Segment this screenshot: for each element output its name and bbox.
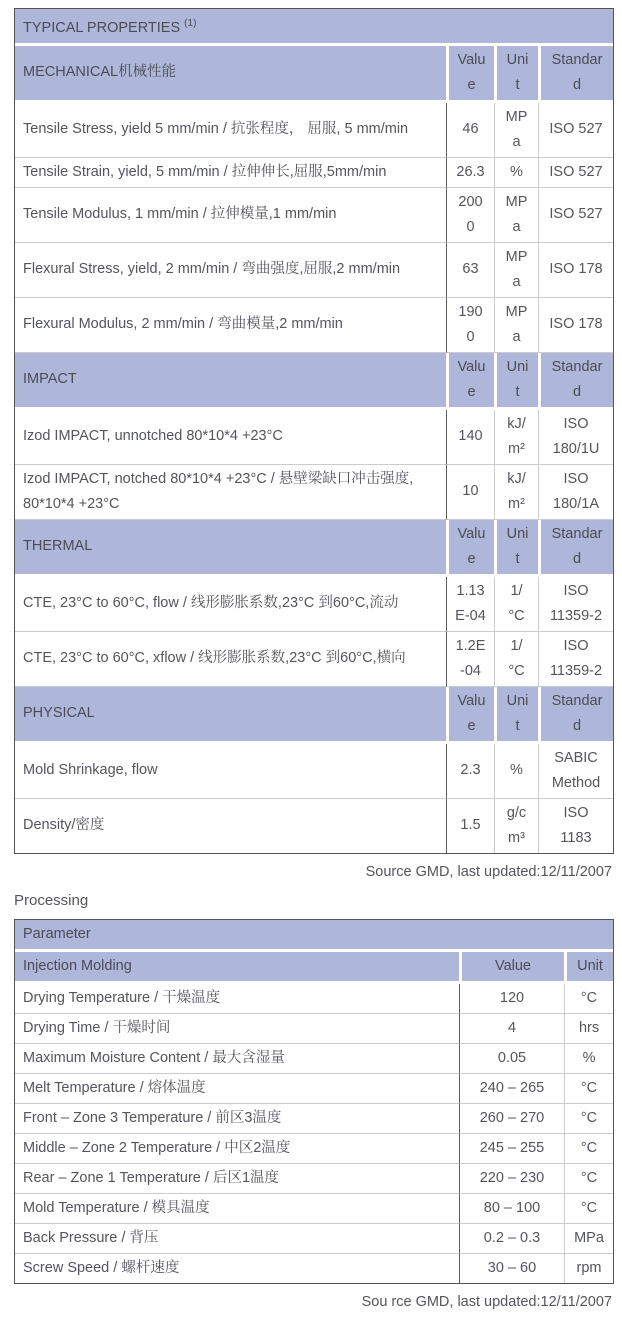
section-label: THERMAL bbox=[15, 520, 446, 577]
table-row bbox=[15, 1253, 613, 1283]
property-cell: Tensile Modulus, 1 mm/min / 拉伸模量,1 mm/min bbox=[15, 187, 446, 242]
table-row bbox=[15, 297, 613, 353]
column-header-value: Value bbox=[446, 353, 494, 410]
value-cell: 80 – 100 bbox=[459, 1193, 564, 1223]
standard-cell: ISO 11359-2 bbox=[538, 577, 613, 631]
table-row bbox=[15, 157, 613, 187]
standard-cell: ISO 527 bbox=[538, 103, 613, 157]
injection-molding-header-row bbox=[15, 952, 613, 984]
value-cell: 10 bbox=[446, 464, 494, 520]
parameter-cell: Melt Temperature / 熔体温度 bbox=[15, 1073, 459, 1103]
value-cell: 2.3 bbox=[446, 744, 494, 798]
value-cell: 260 – 270 bbox=[459, 1103, 564, 1133]
table-row bbox=[15, 1013, 613, 1043]
section-label: PHYSICAL bbox=[15, 687, 446, 744]
unit-cell: MPa bbox=[494, 187, 538, 242]
table-row bbox=[15, 187, 613, 242]
table-row bbox=[15, 1043, 613, 1073]
property-cell: Flexural Modulus, 2 mm/min / 弯曲模量,2 mm/min bbox=[15, 297, 446, 353]
unit-cell: hrs bbox=[564, 1013, 613, 1043]
column-header-value: Value bbox=[459, 952, 564, 984]
table-row bbox=[15, 1103, 613, 1133]
table-row bbox=[15, 798, 613, 853]
section-label: MECHANICAL机械性能 bbox=[15, 46, 446, 103]
value-cell: 30 – 60 bbox=[459, 1253, 564, 1283]
unit-cell: % bbox=[494, 744, 538, 798]
column-header-unit: Unit bbox=[494, 46, 538, 103]
standard-cell: ISO 527 bbox=[538, 157, 613, 187]
unit-cell: rpm bbox=[564, 1253, 613, 1283]
standard-cell: ISO 1183 bbox=[538, 798, 613, 853]
parameter-cell: Mold Temperature / 模具温度 bbox=[15, 1193, 459, 1223]
section-header-thermal bbox=[15, 520, 613, 577]
table-row bbox=[15, 631, 613, 687]
parameter-header-row bbox=[15, 920, 613, 952]
parameter-cell: Drying Temperature / 干燥温度 bbox=[23, 989, 221, 1006]
column-header-standard: Standard bbox=[538, 353, 613, 410]
unit-cell: °C bbox=[564, 1193, 613, 1223]
table-title-text: TYPICAL PROPERTIES bbox=[23, 19, 181, 36]
column-header-unit: Unit bbox=[494, 353, 538, 410]
unit-cell: MPa bbox=[564, 1223, 613, 1253]
column-header-value: Value bbox=[446, 46, 494, 103]
typical-properties-table bbox=[14, 8, 614, 854]
unit-cell: MPa bbox=[494, 103, 538, 157]
standard-cell: ISO 11359-2 bbox=[538, 631, 613, 687]
value-cell: 1.13E-04 bbox=[446, 577, 494, 631]
value-cell: 1900 bbox=[446, 297, 494, 353]
parameter-header: Parameter bbox=[15, 920, 613, 952]
value-cell: 4 bbox=[459, 1013, 564, 1043]
property-cell: Mold Shrinkage, flow bbox=[23, 762, 158, 779]
section-label: IMPACT bbox=[15, 353, 446, 410]
unit-cell: °C bbox=[564, 984, 613, 1013]
table-row bbox=[15, 1073, 613, 1103]
column-header-unit: Unit bbox=[494, 520, 538, 577]
source-note: Sou rce GMD, last updated:12/11/2007 bbox=[361, 1293, 612, 1310]
parameter-cell: Maximum Moisture Content / 最大含湿量 bbox=[15, 1043, 459, 1073]
standard-cell: ISO 178 bbox=[538, 242, 613, 297]
table-row bbox=[15, 464, 613, 520]
property-cell: Tensile Strain, yield, 5 mm/min / 拉伸伸长,屈服,5mm/min bbox=[15, 157, 446, 187]
table-row bbox=[15, 577, 613, 631]
value-cell: 2000 bbox=[446, 187, 494, 242]
column-header-value: Value bbox=[446, 687, 494, 744]
unit-cell: kJ/m² bbox=[494, 464, 538, 520]
value-cell: 1.2E-04 bbox=[446, 631, 494, 687]
unit-cell: 1/°C bbox=[494, 631, 538, 687]
value-cell: 46 bbox=[446, 103, 494, 157]
parameter-cell: Front – Zone 3 Temperature / 前区3温度 bbox=[15, 1103, 459, 1133]
column-header-standard: Standard bbox=[538, 687, 613, 744]
unit-cell: g/cm³ bbox=[494, 798, 538, 853]
column-header-unit: Unit bbox=[494, 687, 538, 744]
parameter-cell: Drying Time / 干燥时间 bbox=[15, 1013, 459, 1043]
value-cell: 63 bbox=[446, 242, 494, 297]
table-row bbox=[15, 242, 613, 297]
unit-cell: % bbox=[494, 157, 538, 187]
standard-cell: ISO 527 bbox=[538, 187, 613, 242]
table-row bbox=[15, 1223, 613, 1253]
table-row bbox=[15, 1133, 613, 1163]
section-header-impact bbox=[15, 353, 613, 410]
subheader-label: Injection Molding bbox=[15, 952, 459, 984]
table-row bbox=[15, 1193, 613, 1223]
table-title bbox=[15, 9, 613, 46]
standard-cell: ISO 178 bbox=[538, 297, 613, 353]
table-title-footnote: (1) bbox=[184, 18, 197, 29]
parameter-cell: Rear – Zone 1 Temperature / 后区1温度 bbox=[15, 1163, 459, 1193]
property-cell: Tensile Stress, yield 5 mm/min / 抗张程度， 屈服, 5 mm/min bbox=[23, 121, 409, 138]
value-cell: 120 bbox=[459, 984, 564, 1013]
table-row bbox=[15, 410, 613, 464]
unit-cell: °C bbox=[564, 1103, 613, 1133]
value-cell: 0.05 bbox=[459, 1043, 564, 1073]
value-cell: 0.2 – 0.3 bbox=[459, 1223, 564, 1253]
property-cell: Flexural Stress, yield, 2 mm/min / 弯曲强度,屈服,2 mm/min bbox=[15, 242, 446, 297]
unit-cell: °C bbox=[564, 1133, 613, 1163]
table-row bbox=[15, 103, 613, 157]
value-cell: 140 bbox=[446, 410, 494, 464]
value-cell: 1.5 bbox=[446, 798, 494, 853]
column-header-standard: Standard bbox=[538, 46, 613, 103]
parameter-cell: Middle – Zone 2 Temperature / 中区2温度 bbox=[15, 1133, 459, 1163]
section-header-mechanical bbox=[15, 46, 613, 103]
unit-cell: % bbox=[564, 1043, 613, 1073]
property-cell: Izod IMPACT, unnotched 80*10*4 +23°C bbox=[23, 428, 283, 445]
standard-cell: ISO 180/1U bbox=[538, 410, 613, 464]
standard-cell: ISO 180/1A bbox=[538, 464, 613, 520]
parameter-cell: Back Pressure / 背压 bbox=[15, 1223, 459, 1253]
unit-cell: °C bbox=[564, 1163, 613, 1193]
column-header-unit: Unit bbox=[564, 952, 613, 984]
section-header-physical bbox=[15, 687, 613, 744]
property-cell: Izod IMPACT, notched 80*10*4 +23°C / 悬壁梁缺口冲击强度, 80*10*4 +23°C bbox=[15, 464, 446, 520]
unit-cell: kJ/m² bbox=[494, 410, 538, 464]
value-cell: 240 – 265 bbox=[459, 1073, 564, 1103]
table-row bbox=[15, 984, 613, 1013]
unit-cell: °C bbox=[564, 1073, 613, 1103]
column-header-standard: Standard bbox=[538, 520, 613, 577]
source-note: Source GMD, last updated:12/11/2007 bbox=[365, 863, 612, 880]
table-row bbox=[15, 1163, 613, 1193]
property-cell: CTE, 23°C to 60°C, xflow / 线形膨胀系数,23°C 到60°C,横向 bbox=[15, 631, 446, 687]
value-cell: 245 – 255 bbox=[459, 1133, 564, 1163]
parameter-cell: Screw Speed / 螺杆速度 bbox=[15, 1253, 459, 1283]
table-title-row bbox=[15, 9, 613, 46]
unit-cell: 1/°C bbox=[494, 577, 538, 631]
table-row bbox=[15, 744, 613, 798]
value-cell: 26.3 bbox=[446, 157, 494, 187]
property-cell: Density/密度 bbox=[15, 798, 446, 853]
unit-cell: MPa bbox=[494, 242, 538, 297]
column-header-value: Value bbox=[446, 520, 494, 577]
property-cell: CTE, 23°C to 60°C, flow / 线形膨胀系数,23°C 到60°C,流动 bbox=[23, 595, 399, 612]
processing-table bbox=[14, 919, 614, 1284]
standard-cell: SABIC Method bbox=[538, 744, 613, 798]
value-cell: 220 – 230 bbox=[459, 1163, 564, 1193]
processing-section-label: Processing bbox=[14, 891, 89, 909]
unit-cell: MPa bbox=[494, 297, 538, 353]
